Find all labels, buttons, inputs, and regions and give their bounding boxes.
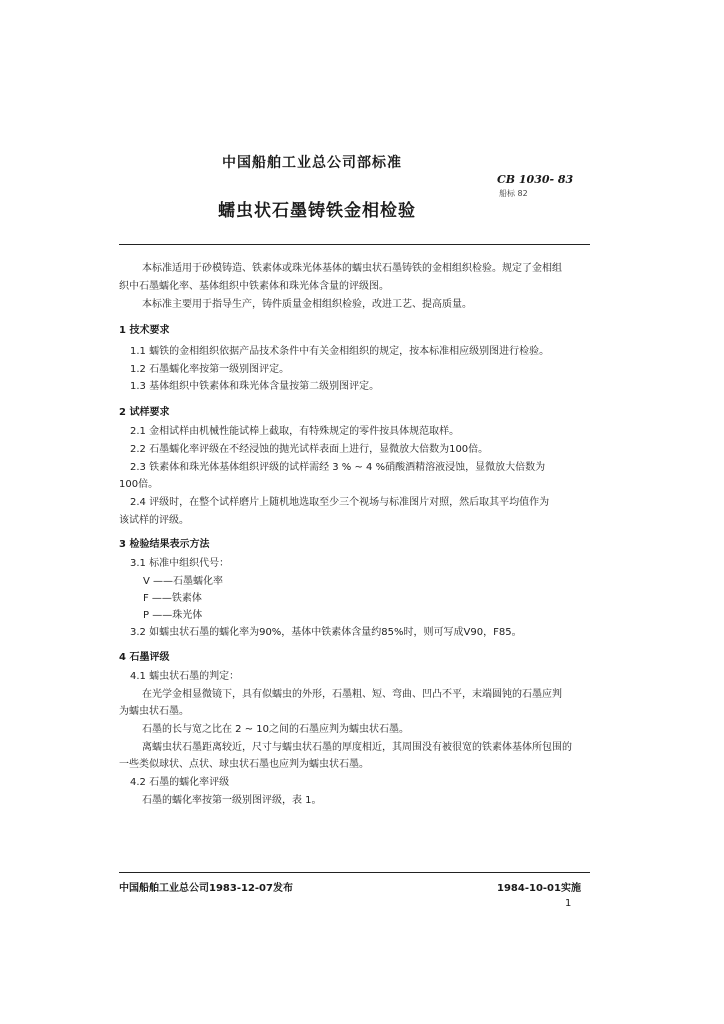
clause-4-1-para-1: 在光学金相显微镜下，具有似蠕虫的外形，石墨粗、短、弯曲、凹凸不平，末端圆钝的石墨应判 [142,689,562,700]
issuing-organization: 中国船舶工业总公司部标准 [222,155,402,171]
clause-2-4-cont: 该试样的评级。 [119,515,189,526]
classification-code: 船标 82 [499,189,528,198]
intro-paragraph-1: 本标准适用于砂模铸造、铁素体或珠光体基体的蠕虫状石墨铸铁的金相组织检验。规定了金相组 [142,263,562,274]
section-1-heading: 1 技术要求 [119,325,170,336]
clause-4-1-para-3-cont: 一些类似球状、点状、球虫状石墨也应判为蠕虫状石墨。 [119,759,369,770]
page-number: 1 [565,898,572,909]
clause-2-3-cont: 100倍。 [119,479,159,490]
intro-paragraph-1-cont: 织中石墨蠕化率、基体组织中铁素体和珠光体含量的评级图。 [119,281,389,292]
clause-2-1: 2.1 金相试样由机械性能试棒上截取，有特殊规定的零件按具体规范取样。 [130,426,460,437]
section-4-heading: 4 石墨评级 [119,652,170,663]
clause-4-1: 4.1 蠕虫状石墨的判定： [130,671,240,682]
section-2-heading: 2 试样要求 [119,407,170,418]
clause-3-1: 3.1 标准中组织代号： [130,558,230,569]
document-title: 蠕虫状石墨铸铁金相检验 [218,201,416,221]
clause-1-2: 1.2 石墨蠕化率按第一级别图评定。 [130,364,290,375]
clause-2-4: 2.4 评级时，在整个试样磨片上随机地选取至少三个视场与标准图片对照，然后取其平均值作为 [130,497,550,508]
code-v: V ——石墨蠕化率 [143,576,224,587]
clause-4-2-para: 石墨的蠕化率按第一级别图评级，表 1。 [142,795,322,806]
clause-1-1: 1.1 蠕铁的金相组织依据产品技术条件中有关金相组织的规定，按本标准相应级别图进行检验。 [130,346,550,357]
effective-date: 1984-10-01实施 [497,883,581,894]
clause-3-2: 3.2 如蠕虫状石墨的蠕化率为90%，基体中铁素体含量约85%时，则可写成V90，F85。 [130,627,522,638]
code-f: F ——铁素体 [143,593,202,604]
clause-2-2: 2.2 石墨蠕化率评级在不经浸蚀的抛光试样表面上进行，显微放大倍数为100倍。 [130,444,489,455]
clause-4-1-para-3: 离蠕虫状石墨距离较近，尺寸与蠕虫状石墨的厚度相近，其周围没有被很宽的铁素体基体所包围的 [142,742,572,753]
standard-code: CB 1030- 83 [497,173,574,186]
clause-4-2: 4.2 石墨的蠕化率评级 [130,777,230,788]
clause-4-1-para-1-cont: 为蠕虫状石墨。 [119,706,189,717]
clause-2-3: 2.3 铁素体和珠光体基体组织评级的试样需经 3 % ~ 4 %硝酸酒精溶液浸蚀，显微放大倍数为 [130,462,546,473]
footer-divider [119,872,590,873]
header-divider [119,244,590,245]
code-p: P ——珠光体 [143,610,203,621]
section-3-heading: 3 检验结果表示方法 [119,539,210,550]
clause-1-3: 1.3 基体组织中铁素体和珠光体含量按第二级别图评定。 [130,381,380,392]
clause-4-1-para-2: 石墨的长与宽之比在 2 ~ 10之间的石墨应判为蠕虫状石墨。 [142,724,410,735]
issue-date: 中国船舶工业总公司1983-12-07发布 [119,883,293,894]
intro-paragraph-2: 本标准主要用于指导生产，铸件质量金相组织检验，改进工艺、提高质量。 [142,299,472,310]
